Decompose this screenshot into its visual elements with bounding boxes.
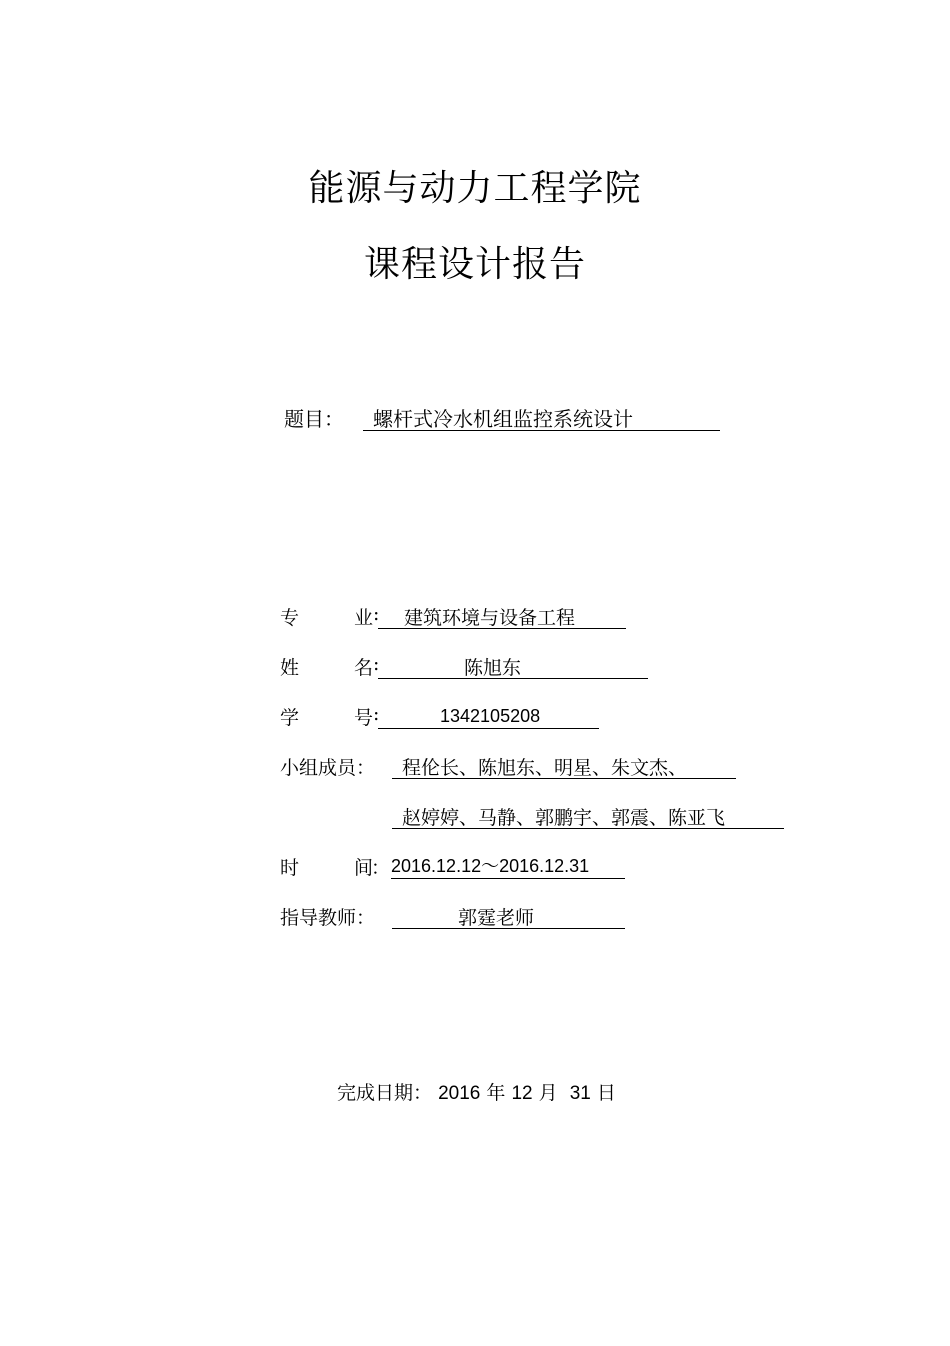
completion-day-unit: 日 [596,1082,616,1104]
members-label: 小组成员： [280,757,376,779]
topic-label: 题目： [284,407,344,431]
topic-value: 螺杆式冷水机组监控系统设计 [363,403,720,431]
report-title: 课程设计报告 [363,244,586,285]
name-value: 陈旭东 [378,653,648,679]
time-label: 时间 [280,857,373,879]
time-colon: ： [371,857,391,879]
school-name: 能源与动力工程学院 [308,168,642,209]
members-line-2: 赵婷婷、马静、郭鹏宇、郭震、陈亚飞 [392,803,784,829]
student-id-label: 学号 [280,707,373,729]
members-line-1: 程伦长、陈旭东、明星、朱文杰、 [392,753,736,779]
completion-day: 31 [569,1083,591,1104]
name-colon: : [373,653,380,675]
completion-month-unit: 月 [538,1082,558,1104]
name-label: 姓名 [280,657,373,679]
student-id-colon: : [373,703,380,725]
completion-label: 完成日期： [337,1082,433,1104]
completion-month: 12 [511,1083,533,1104]
student-id-value: 1342105208 [378,703,599,729]
advisor-value: 郭霆老师 [392,903,625,929]
major-label: 专业 [280,607,373,629]
completion-year: 2016 [438,1083,481,1104]
major-value: 建筑环境与设备工程 [378,603,626,629]
completion-date [337,1078,616,1105]
advisor-label: 指导教师： [280,907,376,929]
major-colon: : [373,603,380,625]
time-value: 2016.12.12～2016.12.31 [391,853,625,879]
completion-year-unit: 年 [486,1082,506,1104]
